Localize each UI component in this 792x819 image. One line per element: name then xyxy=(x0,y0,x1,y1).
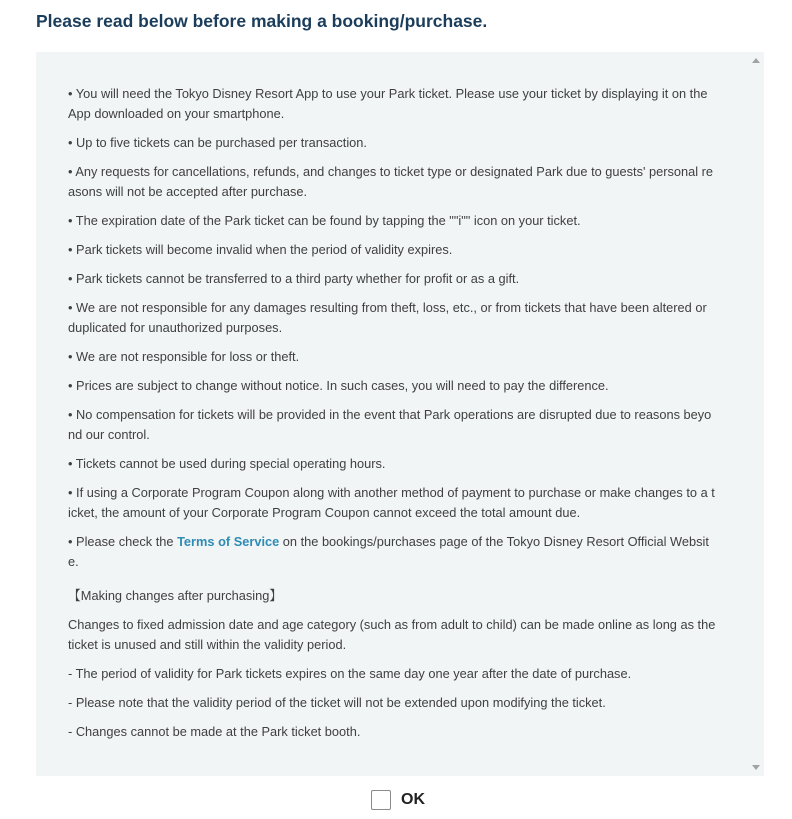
scroll-down-arrow-icon[interactable] xyxy=(752,765,760,770)
notice-content xyxy=(68,84,716,751)
page-heading: Please read below before making a booking/purchase. xyxy=(36,11,488,31)
notice-scroll-box[interactable] xyxy=(36,52,764,776)
ok-label[interactable]: OK xyxy=(401,791,425,808)
notice-item: • No compensation for tickets will be provided in the event that Park operations are disrupted due to reasons beyond our control. xyxy=(68,407,712,442)
terms-notice-after: on the bookings/purchases page of the Tokyo Disney Resort Official Website. xyxy=(68,534,709,569)
notice-item: • You will need the Tokyo Disney Resort App to use your Park ticket. Please use your ticket by displaying it on the App downloaded on your smartphone. xyxy=(68,86,708,121)
notice-item: • The expiration date of the Park ticket can be found by tapping the ""i"" icon on your ticket. xyxy=(68,213,581,228)
terms-notice-item xyxy=(68,532,716,572)
ok-confirm[interactable] xyxy=(371,788,425,812)
terms-notice-before: • Please check the xyxy=(68,534,178,549)
changes-item: - The period of validity for Park tickets expires on the same day one year after the date of purchase. xyxy=(68,666,632,681)
notice-item: • Tickets cannot be used during special operating hours. xyxy=(68,456,386,471)
terms-of-service-link[interactable]: Terms of Service xyxy=(177,534,280,549)
changes-item: - Changes cannot be made at the Park ticket booth. xyxy=(68,724,361,739)
changes-item: - Please note that the validity period of the ticket will not be extended upon modifying the ticket. xyxy=(68,695,606,710)
scroll-up-arrow-icon[interactable] xyxy=(752,58,760,63)
notice-item: • Park tickets will become invalid when the period of validity expires. xyxy=(68,242,453,257)
notice-item: • We are not responsible for any damages resulting from theft, loss, etc., or from tickets that have been altered or duplicated for unauthorized purposes. xyxy=(68,300,707,335)
vertical-scrollbar[interactable] xyxy=(748,52,764,776)
ok-checkbox[interactable] xyxy=(371,790,391,810)
notice-item: • If using a Corporate Program Coupon along with another method of payment to purchase or make changes to a ticket, the amount of your Corporate Program Coupon cannot exceed the total amount due. xyxy=(68,485,715,520)
notice-item: • Up to five tickets can be purchased per transaction. xyxy=(68,135,367,150)
notice-item: • Prices are subject to change without notice. In such cases, you will need to pay the difference. xyxy=(68,378,609,393)
changes-section-title: 【Making changes after purchasing】 xyxy=(68,588,283,603)
notice-item: • We are not responsible for loss or theft. xyxy=(68,349,300,364)
notice-item: • Park tickets cannot be transferred to a third party whether for profit or as a gift. xyxy=(68,271,520,286)
notice-item: • Any requests for cancellations, refunds, and changes to ticket type or designated Park due to guests' personal reasons will not be accepted after purchase. xyxy=(68,164,714,199)
changes-section-intro: Changes to fixed admission date and age category (such as from adult to child) can be made online as long as the ticket is unused and still within the validity period. xyxy=(68,617,716,652)
